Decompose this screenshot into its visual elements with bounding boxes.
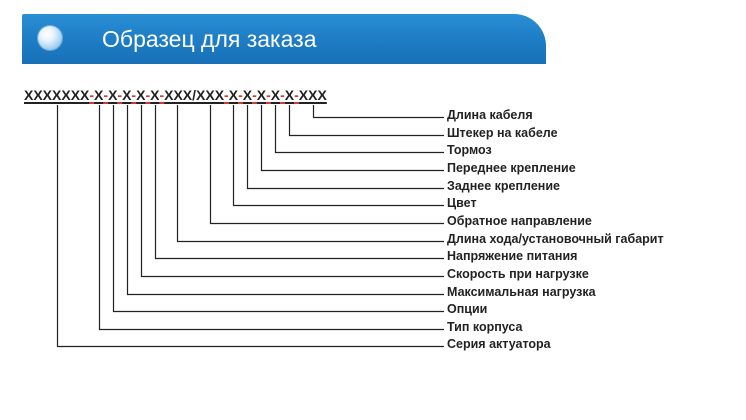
- leader-line: [178, 105, 445, 242]
- field-label: Заднее крепление: [447, 178, 560, 193]
- leader-line: [100, 105, 445, 330]
- field-label: Серия актуатора: [447, 337, 551, 352]
- field-label: Скорость при нагрузке: [447, 266, 589, 281]
- field-label: Опции: [447, 302, 488, 317]
- code-segment: X: [150, 87, 160, 103]
- field-label: Штекер на кабеле: [447, 125, 558, 140]
- code-segment: X: [122, 87, 132, 103]
- code-separator: -: [294, 87, 299, 103]
- leader-line: [314, 105, 445, 118]
- field-label: Длина кабеля: [447, 108, 533, 122]
- leader-line: [276, 105, 445, 153]
- leader-line: [128, 105, 445, 295]
- field-label: Максимальная нагрузка: [447, 284, 596, 299]
- field-label: Тормоз: [447, 143, 492, 158]
- code-separator: -: [159, 87, 165, 103]
- field-label: Обратное направление: [447, 213, 592, 228]
- code-separator: -: [224, 87, 229, 103]
- leader-line: [142, 105, 445, 277]
- code-separator: -: [252, 87, 257, 103]
- code-segment: XXX: [298, 87, 327, 103]
- code-segment: X: [256, 87, 267, 103]
- field-label: Напряжение питания: [447, 249, 578, 264]
- code-segment: X: [242, 87, 253, 103]
- leader-line: [290, 105, 445, 136]
- code-segment: X: [136, 87, 146, 103]
- code-separator: -: [103, 87, 109, 103]
- code-separator: -: [131, 87, 137, 103]
- field-label: Тип корпуса: [447, 319, 523, 334]
- code-segment: X: [270, 87, 281, 103]
- code-separator: -: [89, 87, 95, 103]
- page-title: Образец для заказа: [102, 26, 317, 52]
- code-segment: X: [108, 87, 118, 103]
- field-label: Цвет: [447, 196, 477, 211]
- code-segment: X: [284, 87, 295, 103]
- code-segment: X: [94, 87, 104, 103]
- leader-line: [156, 105, 445, 259]
- code-separator: -: [117, 87, 123, 103]
- code-separator: -: [238, 87, 243, 103]
- leader-line: [234, 105, 445, 206]
- code-segment: X: [228, 87, 239, 103]
- code-segment: XXXXXXX: [24, 87, 90, 103]
- leader-line: [262, 105, 445, 171]
- field-label: Длина хода/установочный габарит: [447, 231, 664, 246]
- field-label: Переднее крепление: [447, 160, 576, 175]
- code-segment: XXX/XXX: [164, 87, 225, 103]
- code-separator: -: [145, 87, 151, 103]
- code-separator: -: [280, 87, 285, 103]
- leader-line: [58, 105, 445, 347]
- code-separator: -: [266, 87, 271, 103]
